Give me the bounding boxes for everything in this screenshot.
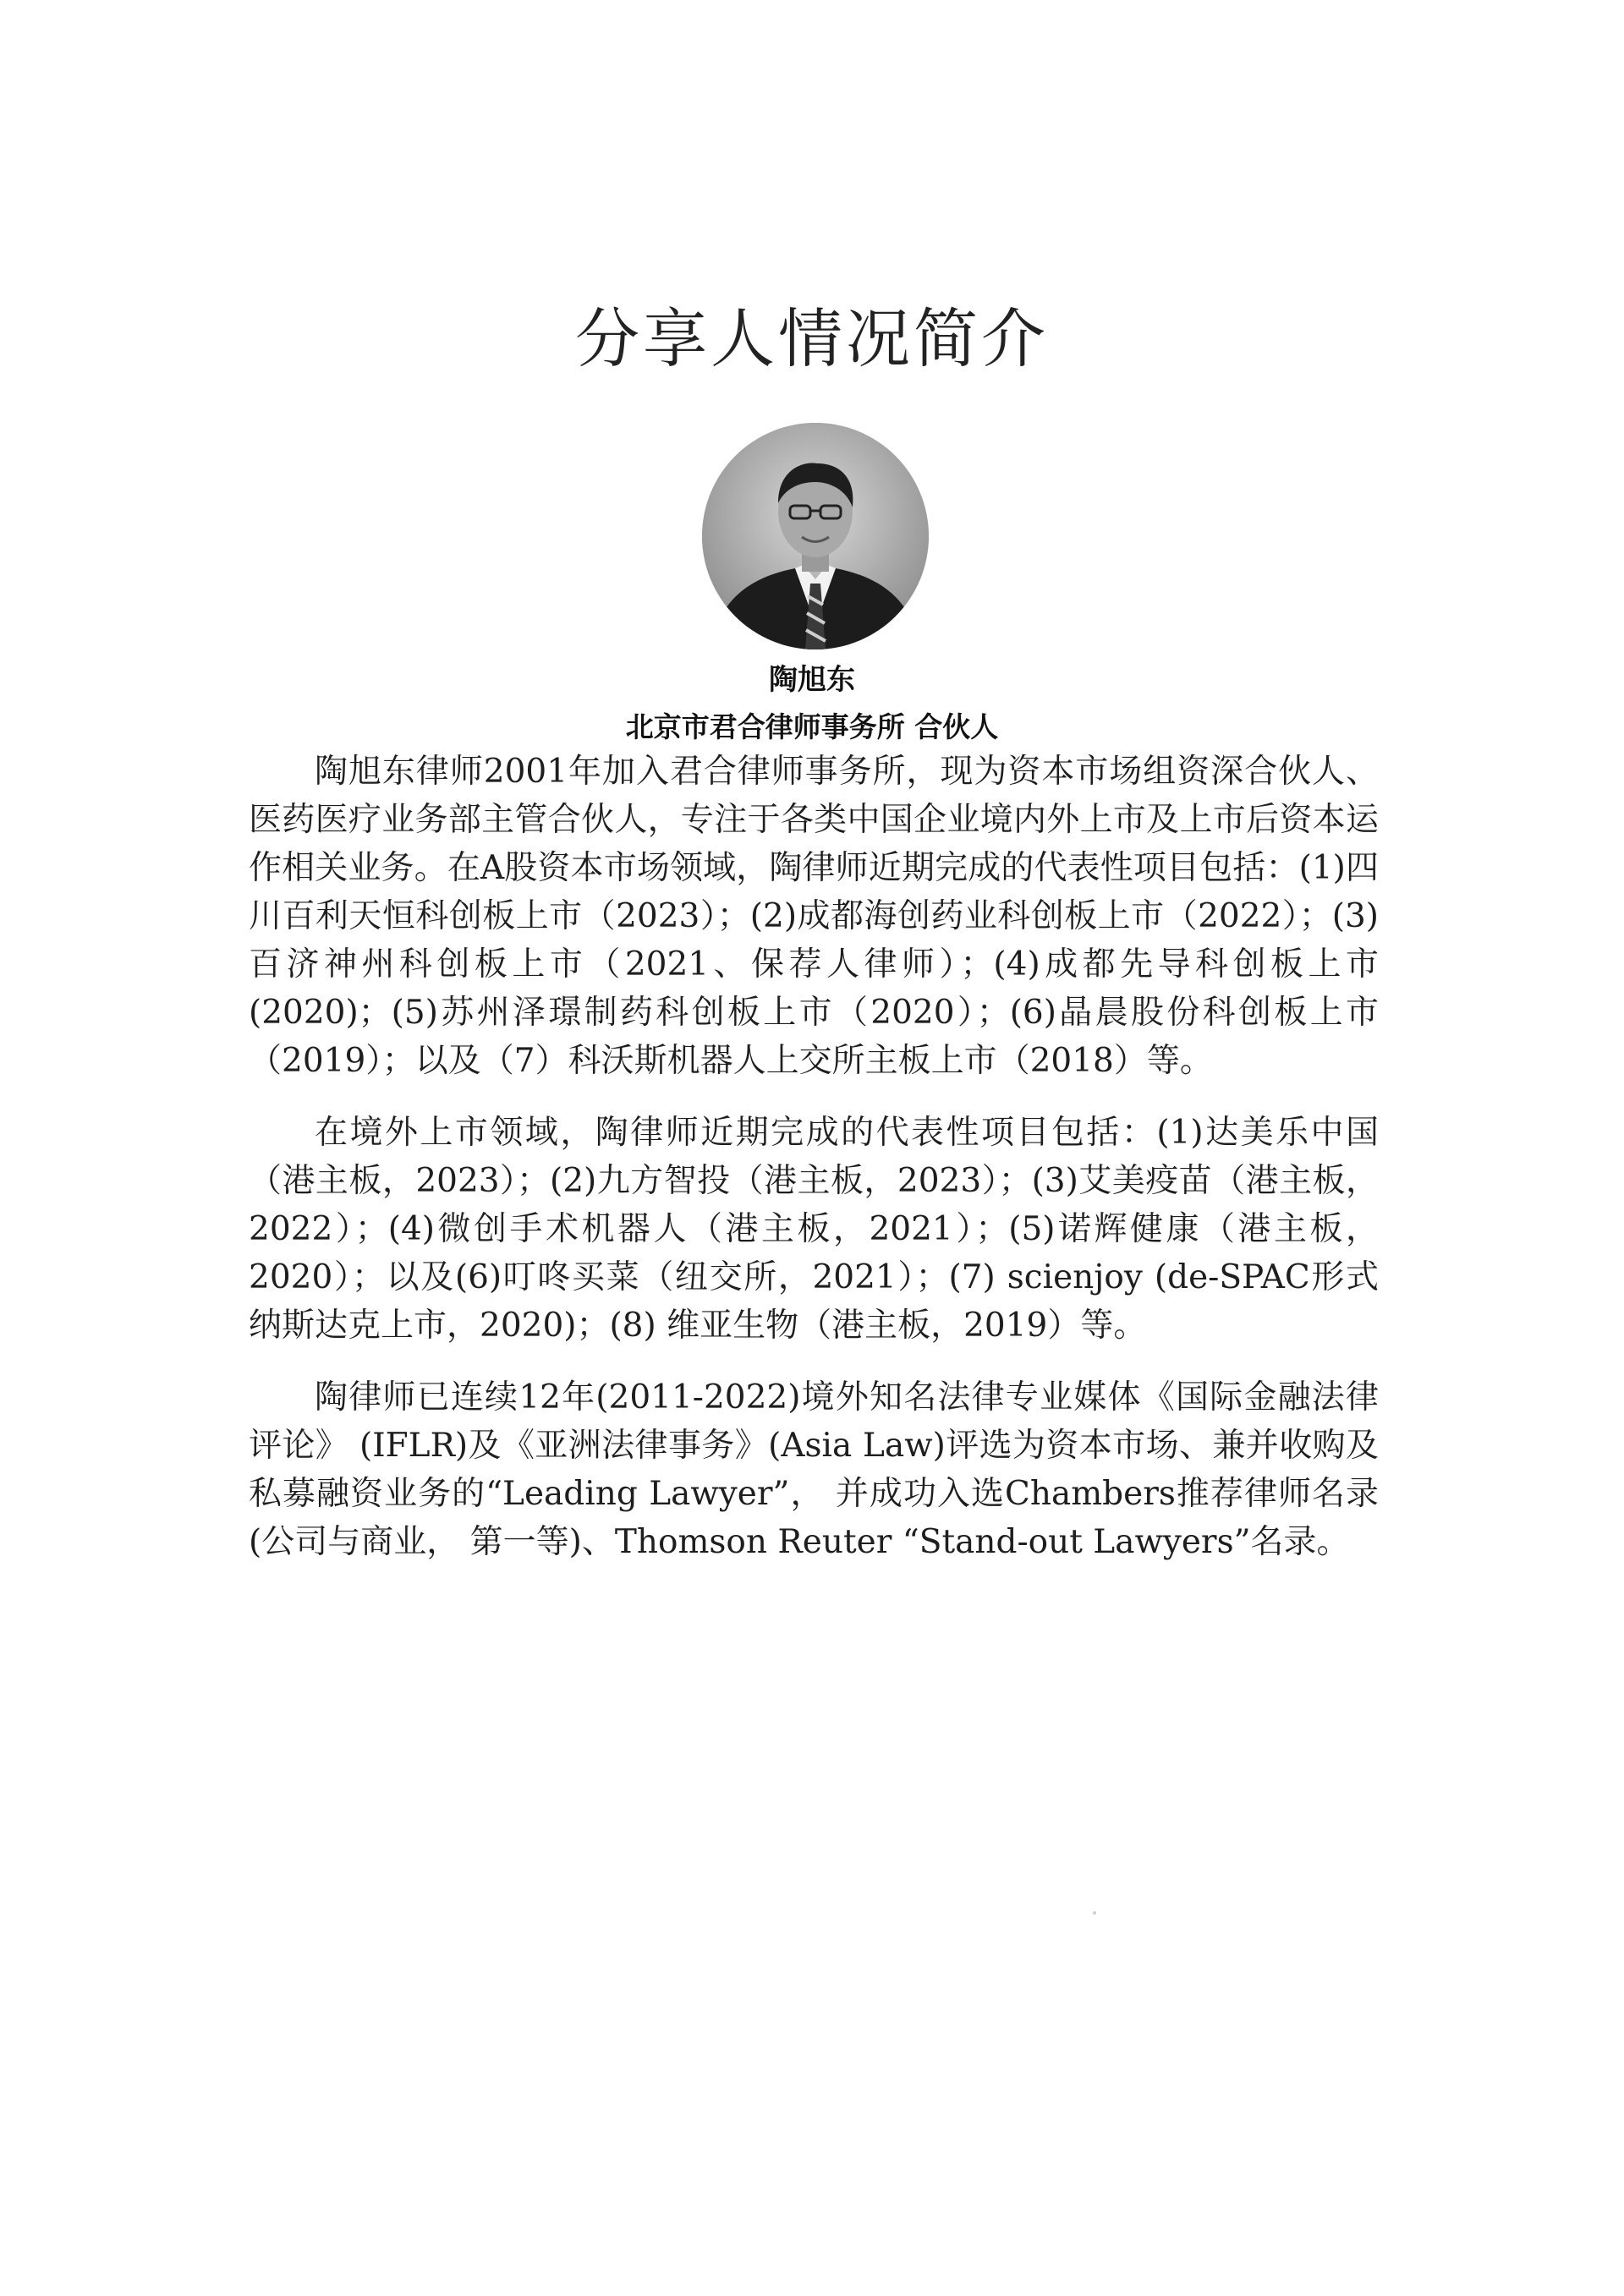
speaker-photo	[702, 423, 929, 649]
bio-section	[249, 748, 1379, 1590]
bio-paragraph: 陶旭东律师2001年加入君合律师事务所，现为资本市场组资深合伙人、医药医疗业务部主管合伙人，专注于各类中国企业境内外上市及上市后资本运作相关业务。在A股资本市场领域，陶律师近期完成的代表性项目包括：(1)四川百利天恒科创板上市（2023）；(2)成都海创药业科创板上市（2022）；(3)百济神州科创板上市（2021、保荐人律师）；(4)成都先导科创板上市(2020)；(5)苏州泽璟制药科创板上市（2020）；(6)晶晨股份科创板上市（2019）；以及（7）科沃斯机器人上交所主板上市（2018）等。	[249, 753, 1379, 1080]
bio-paragraph: 陶律师已连续12年(2011-2022)境外知名法律专业媒体《国际金融法律评论》 (IFLR)及《亚洲法律事务》(Asia Law)评选为资本市场、兼并收购及私募融资业务的“Leading Lawyer”， 并成功入选Chambers推荐律师名录(公司与商业， 第一等)、Thomson Reuter “Stand-out Lawyers”名录。	[249, 1378, 1379, 1561]
speaker-name: 陶旭东	[769, 663, 855, 697]
bio-paragraph: 在境外上市领域，陶律师近期完成的代表性项目包括：(1)达美乐中国（港主板，2023）；(2)九方智投（港主板，2023）；(3)艾美疫苗（港主板，2022）；(4)微创手术机器人（港主板，2021）；(5)诺辉健康（港主板，2020）；以及(6)叮咚买菜（纽交所，2021）；(7) scienjoy (de-SPAC形式纳斯达克上市，2020)；(8) 维亚生物（港主板，2019）等。	[249, 1114, 1379, 1345]
portrait-photo-icon	[702, 423, 929, 649]
page-title: 分享人情况简介	[575, 301, 1049, 376]
scan-speck	[1093, 1911, 1096, 1915]
speaker-affiliation: 北京市君合律师事务所 合伙人	[625, 710, 999, 743]
